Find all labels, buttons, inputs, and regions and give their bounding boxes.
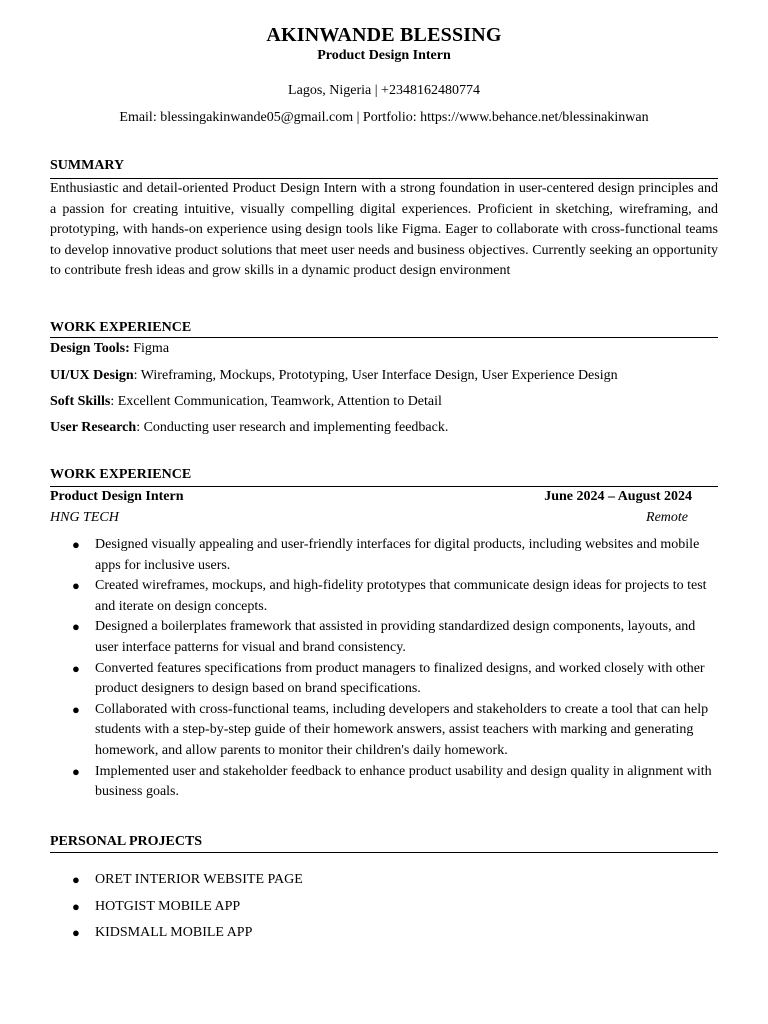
candidate-name: AKINWANDE BLESSING <box>266 24 502 46</box>
job-bullet <box>50 576 718 617</box>
skill-user-research <box>50 419 448 437</box>
skill-value: : Wireframing, Mockups, Prototyping, User Interface Design, User Experience Design <box>133 368 618 383</box>
project-list <box>50 871 718 951</box>
bullet-icon: ● <box>72 872 80 887</box>
skill-label: Design Tools: <box>50 341 130 356</box>
skills-heading: WORK EXPERIENCE <box>50 320 192 335</box>
bullet-icon: ● <box>72 537 80 552</box>
bullet-icon: ● <box>72 701 80 717</box>
skills-divider <box>50 337 718 338</box>
job-bullet <box>50 535 718 576</box>
skill-soft-skills <box>50 393 442 411</box>
projects-heading: PERSONAL PROJECTS <box>50 834 203 849</box>
job-title: Product Design Intern <box>50 489 184 504</box>
bullet-icon: ● <box>72 578 80 594</box>
job-bullet-text: Implemented user and stakeholder feedback to enhance product usability and design quality in alignment with business goals. <box>95 763 712 800</box>
project-item <box>50 924 718 942</box>
job-bullet <box>50 617 718 658</box>
experience-heading: WORK EXPERIENCE <box>50 467 192 482</box>
skill-label: UI/UX Design <box>50 368 134 383</box>
job-location: Remote <box>646 510 688 525</box>
summary-heading: SUMMARY <box>50 158 125 173</box>
job-bullet-text: Created wireframes, mockups, and high-fidelity prototypes that communicate design ideas for projects to test and iterate on design concepts. <box>95 578 707 614</box>
location-phone: Lagos, Nigeria | +2348162480774 <box>288 83 480 98</box>
skill-value: : Excellent Communication, Teamwork, Attention to Detail <box>110 394 442 409</box>
job-bullet-text: Converted features specifications from product managers to finalized designs, and worked closely with other product designers to design based on brand specifications. <box>95 660 705 697</box>
bullet-icon: ● <box>72 763 80 779</box>
skill-design-tools <box>50 340 169 358</box>
skill-value: Figma <box>129 341 170 356</box>
bullet-icon: ● <box>72 619 80 635</box>
skill-uiux-design <box>50 367 618 385</box>
job-bullet-text: Designed visually appealing and user-friendly interfaces for digital products, including websites and mobile apps for inclusive users. <box>95 537 700 573</box>
projects-divider <box>50 852 718 853</box>
project-item <box>50 871 718 889</box>
project-name: HOTGIST MOBILE APP <box>95 898 241 914</box>
skill-value: : Conducting user research and implementing feedback. <box>136 420 449 435</box>
job-bullet-text: Designed a boilerplates framework that assisted in providing standardized design components, layouts, and user interface patterns for visual and brand consistency. <box>95 619 696 655</box>
skill-label: User Research <box>50 420 137 435</box>
experience-divider <box>50 486 718 487</box>
candidate-role: Product Design Intern <box>317 48 451 63</box>
bullet-icon: ● <box>72 660 80 676</box>
job-bullet <box>50 659 718 700</box>
summary-text: Enthusiastic and detail-oriented Product Design Intern with a strong foundation in user-centered design principles and a passion for creating intuitive, visually compelling digital experiences. Proficient in sketching, wireframing, and prototyping, with hands-on experience using design tools like Figma. Eager to collaborate with cross-functional teams to develop innovative product solutions that meet user needs and business objectives. Currently seeking an opportunity to contribute fresh ideas and grow skills in a dynamic product design environment <box>50 181 718 279</box>
job-bullet-list <box>50 535 718 803</box>
email-portfolio: Email: blessingakinwande05@gmail.com | Portfolio: https://www.behance.net/blessinakinwan <box>119 110 649 125</box>
project-item <box>50 898 718 916</box>
bullet-icon: ● <box>72 898 80 914</box>
project-name: ORET INTERIOR WEBSITE PAGE <box>95 872 303 887</box>
job-bullet <box>50 762 718 803</box>
job-bullet-text: Collaborated with cross-functional teams, including developers and stakeholders to create a tool that can help students with a step-by-step guide of their homework answers, assist teachers with marking and generating homework, and allow parents to monitor their children's daily homework. <box>95 701 709 758</box>
job-bullet <box>50 700 718 762</box>
project-name: KIDSMALL MOBILE APP <box>95 925 253 940</box>
bullet-icon: ● <box>72 925 80 940</box>
job-company: HNG TECH <box>50 510 119 525</box>
job-dates: June 2024 – August 2024 <box>544 489 692 504</box>
skill-label: Soft Skills <box>50 394 111 409</box>
